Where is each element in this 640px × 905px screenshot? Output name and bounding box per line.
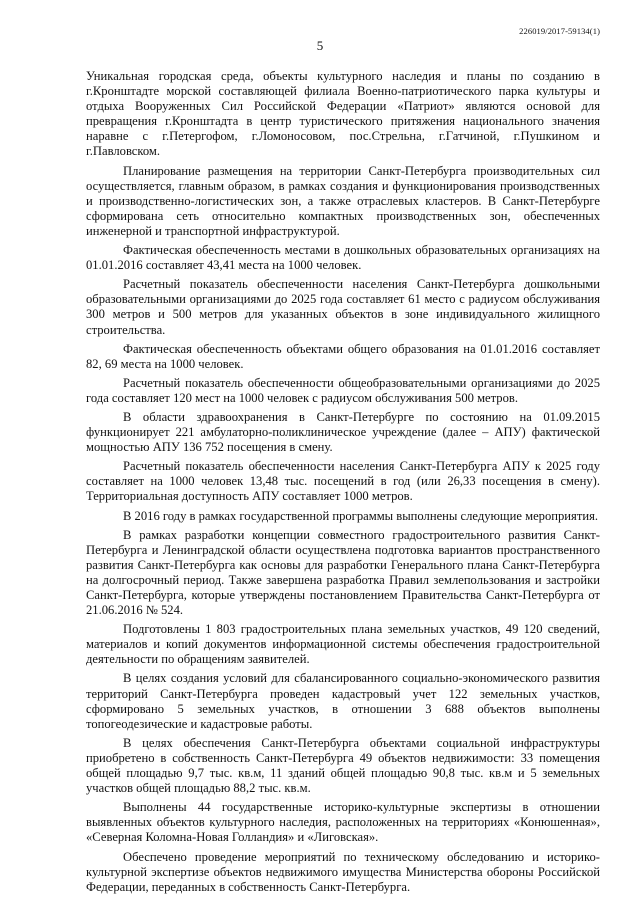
paragraph-cultural-heritage: Уникальная городская среда, объекты культурного наследия и планы по созданию в г.Кронштадте морской составляющей филиала Военно-патриотического парка культуры и отдыха Вооруженных Сил Российской Федерации «Патриот» являются основой для превращения г.Кронштадта в центр туристического притяжения национального значения наравне с г.Петергофом, г.Ломоносовом, пос.Стрельна, г.Гатчиной, г.Пушкином и г.Павловском.	[86, 69, 600, 159]
page-number: 5	[316, 38, 324, 53]
paragraph-healthcare-actual: В области здравоохранения в Санкт-Петербурге по состоянию на 01.09.2015 функционирует 221 амбулаторно-поликлиническое учреждение (далее – АПУ) фактической мощностью АПУ 136 752 посещения в смену.	[86, 409, 600, 455]
paragraph-2016-intro: В 2016 году в рамках государственной программы выполнены следующие мероприятия.	[123, 508, 599, 523]
paragraph-school-actual: Фактическая обеспеченность объектами общего образования на 01.01.2016 составляет 82, 69 места на 1000 человек.	[86, 341, 600, 371]
paragraph-school-target: Расчетный показатель обеспеченности общеобразовательными организациями до 2025 года составляет 120 мест на 1000 человек с радиусом обслуживания 500 метров.	[86, 375, 600, 405]
document-body	[86, 69, 600, 899]
paragraph-heritage-expertise: Выполнены 44 государственные историко-культурные экспертизы в отношении выявленных объектов культурного наследия, расположенных на территориях «Конюшенная», «Северная Коломна-Новая Голландия» и «Лиговская».	[86, 800, 600, 845]
paragraph-healthcare-target: Расчетный показатель обеспеченности населения Санкт-Петербурга АПУ к 2025 году составляет на 1000 человек 13,48 тыс. посещений в год (или 26,33 посещения в смену). Территориальная доступность АПУ составляет 1000 метров.	[86, 459, 600, 504]
paragraph-defense-property: Обеспечено проведение мероприятий по техническому обследованию и историко-культурной экспертизе объектов недвижимого имущества Министерства обороны Российской Федерации, переданных в собственность Санкт-Петербурга.	[86, 849, 600, 894]
paragraph-cadastral: В целях создания условий для сбалансированного социально-экономического развития территорий Санкт-Петербурга проведен кадастровый учет 122 земельных участков, сформировано 5 земельных участков, в отношении 3 688 объектов выполнены топогеодезические и кадастровые работы.	[86, 671, 600, 731]
paragraph-preschool-target: Расчетный показатель обеспеченности населения Санкт-Петербурга дошкольными образовательными организациями до 2025 года составляет 61 место с радиусом обслуживания 300 метров и 500 метров для указанных объектов в зоне индивидуального жилищного строительства.	[86, 277, 600, 337]
paragraph-urban-plans: Подготовлены 1 803 градостроительных плана земельных участков, 49 120 сведений, материалов и копий документов информационной системы обеспечения градостроительной деятельности по обращениям заявителей.	[86, 622, 600, 667]
paragraph-concept-development: В рамках разработки концепции совместного градостроительного развития Санкт-Петербурга и Ленинградской области осуществлена подготовка вариантов пространственного развития Санкт-Петербурга как основы для разработки Генерального плана Санкт-Петербурга на долгосрочный период. Также завершена разработка Правил землепользования и застройки Санкт-Петербурга, которые утверждены постановлением Правительства Санкт-Петербурга от 21.06.2016 № 524.	[86, 527, 600, 618]
paragraph-social-infrastructure: В целях обеспечения Санкт-Петербурга объектами социальной инфраструктуры приобретено в собственность Санкт-Петербурга 49 объектов недвижимости: 33 помещения общей площадью 9,7 тыс. кв.м, 11 зданий общей площадью 90,8 тыс. кв.м и 5 земельных участков общей площадью 88,2 тыс. кв.м.	[86, 735, 600, 796]
paragraph-preschool-actual: Фактическая обеспеченность местами в дошкольных образовательных организациях на 01.01.2016 составляет 43,41 места на 1000 человек.	[86, 243, 600, 273]
document-id: 226019/2017-59134(1)	[519, 26, 600, 36]
paragraph-production-planning: Планирование размещения на территории Санкт-Петербурга производительных сил осуществляется, главным образом, в рамках создания и функционирования производственных и производственно-логистических зон, а также отраслевых кластеров. В Санкт-Петербурге сформирована сеть относительно компактных производственных зон, обеспеченных инженерной и транспортной инфраструктурой.	[86, 163, 600, 238]
